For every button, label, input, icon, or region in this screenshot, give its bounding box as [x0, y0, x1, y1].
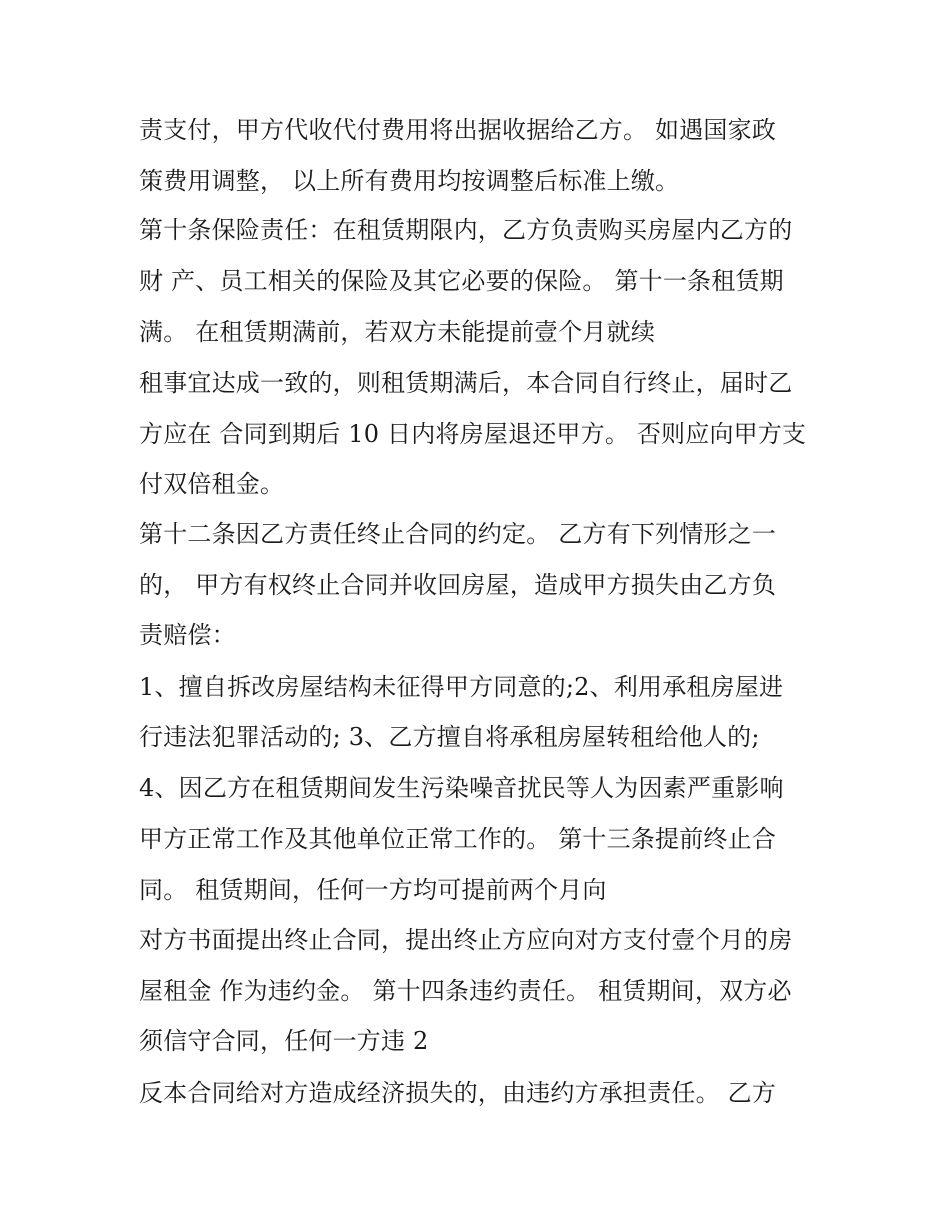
text-line: 付双倍租金。: [139, 470, 285, 498]
text-line: 策费用调整， 以上所有费用均按调整后标准上缴。: [139, 167, 680, 195]
text-line: 责赔偿：: [139, 621, 236, 649]
text-line: 4、因乙方在租赁期间发生污染噪音扰民等人为因素严重影响: [139, 774, 784, 802]
text-line: 须信守合同，任何一方违 2: [139, 1027, 429, 1055]
text-line: 第十二条因乙方责任终止合同的约定。 乙方有下列情形之一: [139, 520, 777, 548]
text-line: 第十条保险责任：在租赁期限内，乙方负责购买房屋内乙方的: [139, 216, 793, 244]
text-line: 责支付，甲方代收代付费用将出据收据给乙方。 如遇国家政: [139, 116, 777, 144]
text-line: 甲方正常工作及其他单位正常工作的。 第十三条提前终止合: [139, 825, 777, 853]
text-line: 满。 在租赁期满前，若双方未能提前壹个月就续: [139, 318, 656, 346]
text-line: 方应在 合同到期后 10 日内将房屋退还甲方。 否则应向甲方支: [139, 420, 807, 448]
text-line: 的， 甲方有权终止合同并收回房屋，造成甲方损失由乙方负: [139, 571, 777, 599]
text-line: 租事宜达成一致的，则租赁期满后，本合同自行终止，届时乙: [139, 369, 793, 397]
text-line: 1、擅自拆改房屋结构未征得甲方同意的;2、利用承租房屋进: [139, 673, 784, 701]
text-line: 行违法犯罪活动的; 3、乙方擅自将承租房屋转租给他人的;: [139, 723, 760, 751]
text-line: 财 产、员工相关的保险及其它必要的保险。 第十一条租赁期: [139, 267, 784, 295]
text-line: 对方书面提出终止合同，提出终止方应向对方支付壹个月的房: [139, 926, 793, 954]
text-line: 同。 租赁期间，任何一方均可提前两个月向: [139, 876, 607, 904]
text-line: 反本合同给对方造成经济损失的，由违约方承担责任。 乙方: [139, 1079, 777, 1107]
text-line: 屋租金 作为违约金。 第十四条违约责任。 租赁期间，双方必: [139, 977, 792, 1005]
